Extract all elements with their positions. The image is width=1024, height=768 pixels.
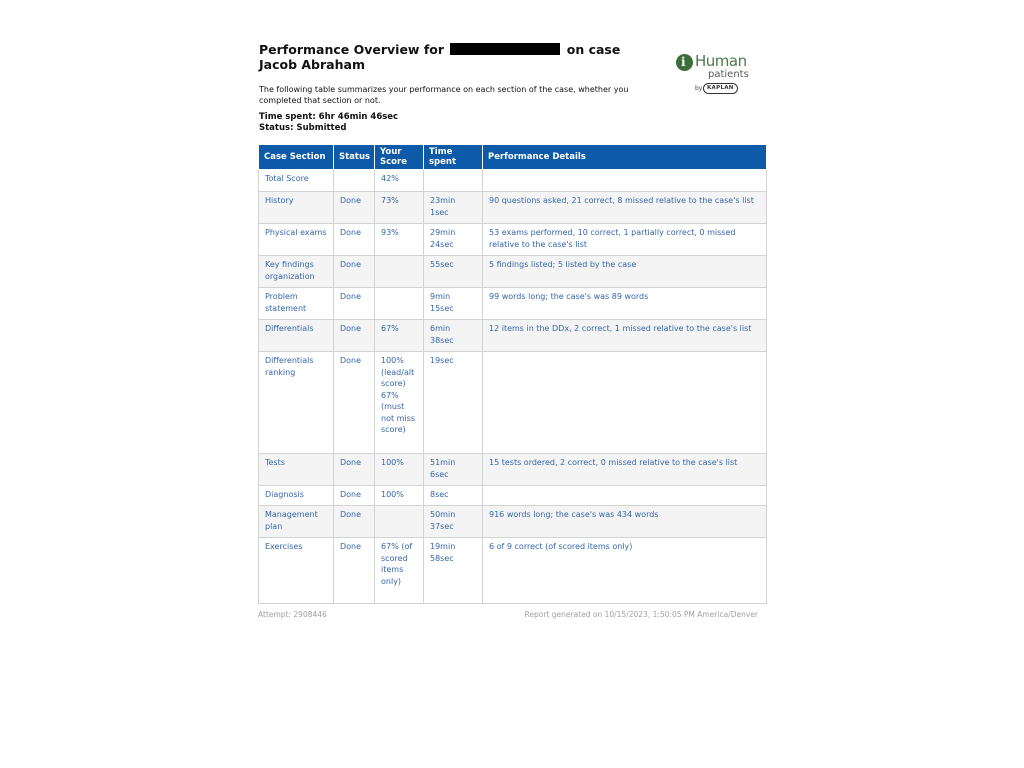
cell-section: Exercises [259, 538, 334, 604]
cell-time: 23min 1sec [424, 192, 483, 224]
cell-time: 51min 6sec [424, 454, 483, 486]
cell-time: 8sec [424, 486, 483, 506]
cell-score: 42% [375, 170, 424, 192]
cell-details: 53 exams performed, 10 correct, 1 partially correct, 0 missed relative to the case's list [483, 224, 767, 256]
report-page [258, 40, 766, 619]
attempt-id: Attempt: 2908446 [258, 610, 327, 619]
table-row [259, 352, 767, 454]
cell-status: Done [334, 352, 375, 454]
logo-by: by [695, 85, 703, 92]
title-suffix: on case Jacob Abraham [259, 42, 621, 72]
cell-score [375, 256, 424, 288]
intro-text: The following table summarizes your performance on each section of the case, whether you completed that section or not. [259, 85, 629, 105]
cell-details [483, 170, 767, 192]
redacted-name [450, 43, 560, 55]
ihuman-logo [676, 52, 760, 98]
summary-meta [259, 112, 766, 134]
table-row [259, 486, 767, 506]
cell-status: Done [334, 506, 375, 538]
column-header-status: Status [334, 145, 375, 170]
cell-section: Differentials ranking [259, 352, 334, 454]
report-header [259, 42, 766, 136]
cell-details: 5 findings listed; 5 listed by the case [483, 256, 767, 288]
cell-details: 12 items in the DDx, 2 correct, 1 missed relative to the case's list [483, 320, 767, 352]
cell-time: 29min 24sec [424, 224, 483, 256]
cell-details: 15 tests ordered, 2 correct, 0 missed relative to the case's list [483, 454, 767, 486]
cell-score: 67% (of scored items only) [375, 538, 424, 604]
cell-status: Done [334, 224, 375, 256]
cell-status: Done [334, 538, 375, 604]
status-text: Status: Submitted [259, 123, 347, 133]
cell-score: 93% [375, 224, 424, 256]
table-row [259, 170, 767, 192]
performance-table [258, 144, 767, 604]
time-spent: Time spent: 6hr 46min 46sec [259, 112, 399, 122]
column-header-time-spent: Time spent [424, 145, 483, 170]
cell-time [424, 170, 483, 192]
table-row [259, 192, 767, 224]
report-footer [258, 610, 758, 619]
cell-score [375, 288, 424, 320]
kaplan-badge: KAPLAN [703, 83, 738, 94]
cell-status: Done [334, 288, 375, 320]
cell-section: Key findings organization [259, 256, 334, 288]
cell-section: Problem statement [259, 288, 334, 320]
cell-section: Differentials [259, 320, 334, 352]
table-row [259, 288, 767, 320]
cell-status [334, 170, 375, 192]
table-row [259, 454, 767, 486]
cell-details: 916 words long; the case's was 434 words [483, 506, 767, 538]
column-header-performance-details: Performance Details [483, 145, 767, 170]
logo-subword: patients [708, 69, 749, 80]
title-prefix: Performance Overview for [259, 42, 445, 57]
cell-time: 6min 38sec [424, 320, 483, 352]
cell-section: History [259, 192, 334, 224]
cell-status: Done [334, 454, 375, 486]
cell-details: 6 of 9 correct (of scored items only) [483, 538, 767, 604]
cell-section: Physical exams [259, 224, 334, 256]
generated-timestamp: Report generated on 10/15/2023, 1:50:05 PM America/Denver [524, 610, 758, 619]
cell-status: Done [334, 192, 375, 224]
table-row [259, 506, 767, 538]
logo-mark-icon [676, 54, 693, 71]
cell-section: Total Score [259, 170, 334, 192]
logo-wordmark: Human [695, 52, 747, 70]
cell-status: Done [334, 486, 375, 506]
table-row [259, 224, 767, 256]
cell-status: Done [334, 320, 375, 352]
cell-score: 100% [375, 486, 424, 506]
cell-score: 67% [375, 320, 424, 352]
table-row [259, 538, 767, 604]
table-row [259, 320, 767, 352]
cell-section: Diagnosis [259, 486, 334, 506]
cell-score [375, 506, 424, 538]
table-row [259, 256, 767, 288]
table-header-row [259, 145, 767, 170]
cell-time: 19sec [424, 352, 483, 454]
cell-details [483, 352, 767, 454]
column-header-case-section: Case Section [259, 145, 334, 170]
cell-time: 9min 15sec [424, 288, 483, 320]
cell-section: Tests [259, 454, 334, 486]
cell-details: 99 words long; the case's was 89 words [483, 288, 767, 320]
cell-status: Done [334, 256, 375, 288]
cell-details [483, 486, 767, 506]
cell-score: 73% [375, 192, 424, 224]
column-header-score: Your Score [375, 145, 424, 170]
cell-time: 50min 37sec [424, 506, 483, 538]
cell-time: 19min 58sec [424, 538, 483, 604]
page-title [259, 42, 649, 72]
cell-score: 100% [375, 454, 424, 486]
cell-details: 90 questions asked, 21 correct, 8 missed relative to the case's list [483, 192, 767, 224]
cell-section: Management plan [259, 506, 334, 538]
logo-mark-letter: i [681, 55, 686, 69]
cell-time: 55sec [424, 256, 483, 288]
cell-score: 100% (lead/alt score) 67% (must not miss score) [375, 352, 424, 454]
